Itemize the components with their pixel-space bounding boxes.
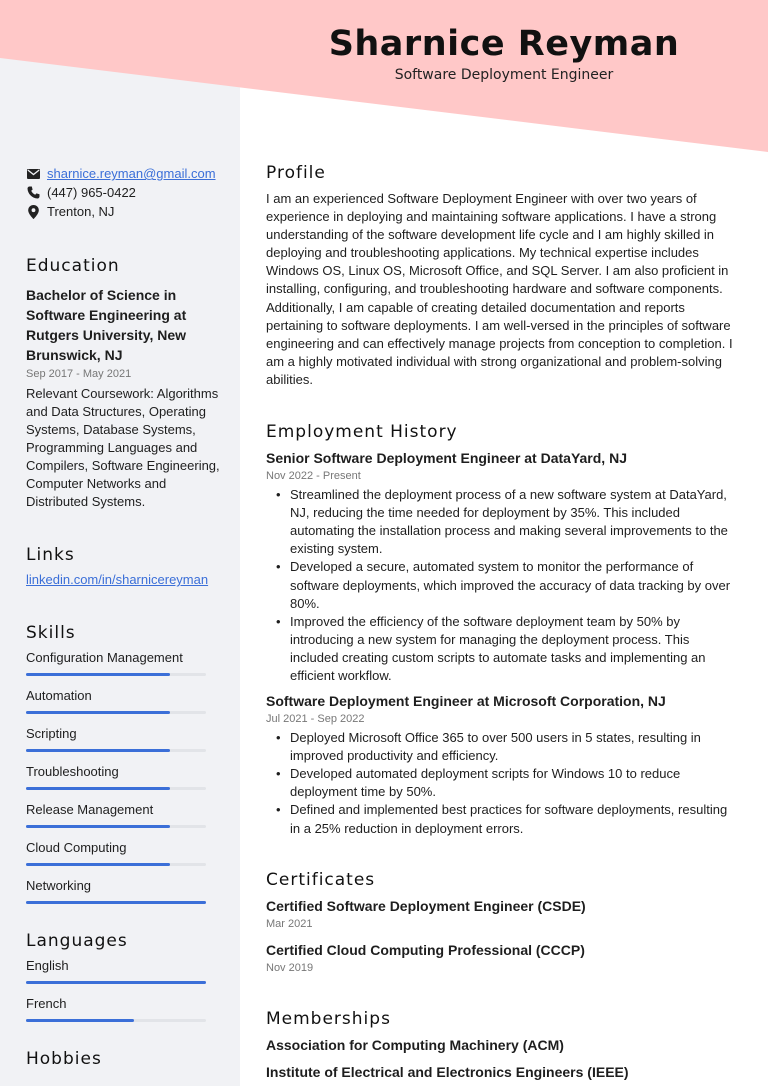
envelope-icon [26, 167, 40, 181]
education-heading: Education [26, 256, 120, 276]
links-heading: Links [26, 545, 75, 565]
job-role: Software Deployment Engineer [394, 67, 614, 83]
main-content [266, 162, 738, 1082]
skill-level-bar [26, 673, 206, 676]
email-link[interactable]: sharnice.reyman@gmail.com [47, 166, 216, 181]
job-bullet: • Developed automated deployment scripts for Windows 10 to reduce deployment time by 50%. [274, 765, 738, 801]
skill-name: Scripting [26, 726, 77, 741]
employment-heading: Employment History [266, 422, 458, 443]
degree-title: Bachelor of Science in Software Engineering at Rutgers University, New Brunswick, NJ [26, 287, 187, 363]
skill-item [26, 649, 226, 676]
skill-item [26, 725, 226, 752]
language-name: French [26, 996, 67, 1011]
language-level-bar [26, 1019, 206, 1022]
contact-email-row [26, 164, 226, 183]
skill-level-fill [26, 749, 170, 752]
skills-section [26, 622, 226, 904]
skill-level-fill [26, 901, 206, 904]
job-title: Software Deployment Engineer at Microsoft Corporation, NJ [266, 693, 666, 710]
certificate-name: Certified Software Deployment Engineer (CSDE) [266, 897, 586, 914]
location-text: Trenton, NJ [47, 204, 115, 219]
candidate-name: Sharnice Reyman [328, 24, 680, 64]
job-bullets [274, 729, 738, 838]
linkedin-link[interactable]: linkedin.com/in/sharnicereyman [26, 572, 209, 587]
job-bullet: • Improved the efficiency of the software deployment team by 50% by introducing a new system for managing the deployment process. This included creating custom scripts to automate tasks and implementing an efficient workflow. [274, 613, 738, 685]
resume-header [240, 22, 768, 84]
skill-level-fill [26, 787, 170, 790]
profile-heading: Profile [266, 163, 326, 183]
skill-level-fill [26, 711, 170, 714]
certificate-date: Nov 2019 [266, 961, 314, 974]
job-dates: Nov 2022 - Present [266, 470, 361, 483]
skill-item [26, 763, 226, 790]
certificate-name: Certified Cloud Computing Professional (CCCP) [266, 941, 585, 958]
certificate-entry [266, 940, 738, 976]
memberships-list [266, 1035, 738, 1082]
skill-level-fill [26, 825, 170, 828]
profile-text: I am an experienced Software Deployment Engineer with over two years of experience in deploying and maintaining software applications. I have a strong understanding of the software development life cycle and I am highly skilled in deploying and troubleshooting applications. My technical expertise includes Windows OS, Linux OS, Microsoft Office, and SQL Server. I am also proficient in installing, configuring, and troubleshooting hardware and software components. Additionally, I am capable of creating detailed documentation and reports pertaining to software deployments. I am well-versed in the principles of software engineering and can effectively manage projects from conception to completion. I am a highly motivated individual with strong organizational and problem-solving abilities. [266, 191, 733, 387]
language-name: English [26, 958, 69, 973]
skill-level-bar [26, 749, 206, 752]
skill-level-bar [26, 863, 206, 866]
skill-name: Networking [26, 878, 92, 893]
phone-number: (447) 965-0422 [47, 185, 136, 200]
skills-list [26, 649, 226, 904]
skill-name: Release Management [26, 802, 154, 817]
job-bullet: • Developed a secure, automated system to monitor the performance of software deployments, which improved the accuracy of data tracking by over 80%. [274, 558, 738, 612]
profile-section [266, 162, 738, 389]
skill-level-fill [26, 863, 170, 866]
skill-item [26, 687, 226, 714]
skill-item [26, 801, 226, 828]
hobbies-section [26, 1048, 226, 1070]
contact-location-row [26, 202, 226, 221]
education-section [26, 255, 226, 511]
languages-section [26, 930, 226, 1022]
job-title: Senior Software Deployment Engineer at DataYard, NJ [266, 450, 627, 467]
languages-heading: Languages [26, 931, 128, 951]
job-dates: Jul 2021 - Sep 2022 [266, 713, 365, 726]
skill-name: Automation [26, 688, 92, 703]
certificate-entry [266, 896, 738, 932]
skills-heading: Skills [26, 623, 76, 643]
education-dates: Sep 2017 - May 2021 [26, 368, 132, 380]
phone-icon [26, 186, 40, 200]
skill-level-bar [26, 901, 206, 904]
memberships-section [266, 1008, 738, 1082]
memberships-heading: Memberships [266, 1008, 391, 1029]
skill-name: Troubleshooting [26, 764, 119, 779]
skill-name: Configuration Management [26, 650, 183, 665]
language-item [26, 995, 226, 1022]
links-section [26, 544, 226, 589]
jobs-list [266, 448, 738, 838]
membership-item: Association for Computing Machinery (ACM) [266, 1036, 564, 1053]
contact-phone-row [26, 183, 226, 202]
membership-item: Institute of Electrical and Electronics Engineers (IEEE) [266, 1063, 629, 1080]
employment-section [266, 421, 738, 838]
job-bullets [274, 486, 738, 685]
certificates-section [266, 869, 738, 976]
certificates-list [266, 896, 738, 976]
skill-level-fill [26, 673, 170, 676]
job-entry [266, 448, 738, 685]
skill-name: Cloud Computing [26, 840, 127, 855]
certificates-heading: Certificates [266, 869, 376, 890]
job-bullet: • Streamlined the deployment process of a new software system at DataYard, NJ, reducing the time needed for deployment by 35%. This included automating the installation process and making several improvements to the existing system. [274, 486, 738, 558]
language-item [26, 957, 226, 984]
coursework-text: Relevant Coursework: Algorithms and Data Structures, Operating Systems, Database Systems, Programming Languages and Compilers, Software Engineering, Computer Networks and Distributed Systems. [26, 386, 220, 509]
skill-level-bar [26, 787, 206, 790]
language-level-fill [26, 1019, 134, 1022]
job-bullet: • Deployed Microsoft Office 365 to over 500 users in 5 states, resulting in improved productivity and efficiency. [274, 729, 738, 765]
skill-item [26, 839, 226, 866]
skill-level-bar [26, 825, 206, 828]
sidebar [26, 164, 226, 1070]
skill-level-bar [26, 711, 206, 714]
hobbies-heading: Hobbies [26, 1049, 102, 1069]
certificate-date: Mar 2021 [266, 917, 313, 930]
location-pin-icon [26, 205, 40, 219]
language-level-bar [26, 981, 206, 984]
job-bullet: • Defined and implemented best practices for software deployments, resulting in a 25% reduction in deployment errors. [274, 801, 738, 837]
languages-list [26, 957, 226, 1022]
contact-info [26, 164, 226, 221]
skill-item [26, 877, 226, 904]
language-level-fill [26, 981, 206, 984]
job-entry [266, 691, 738, 838]
